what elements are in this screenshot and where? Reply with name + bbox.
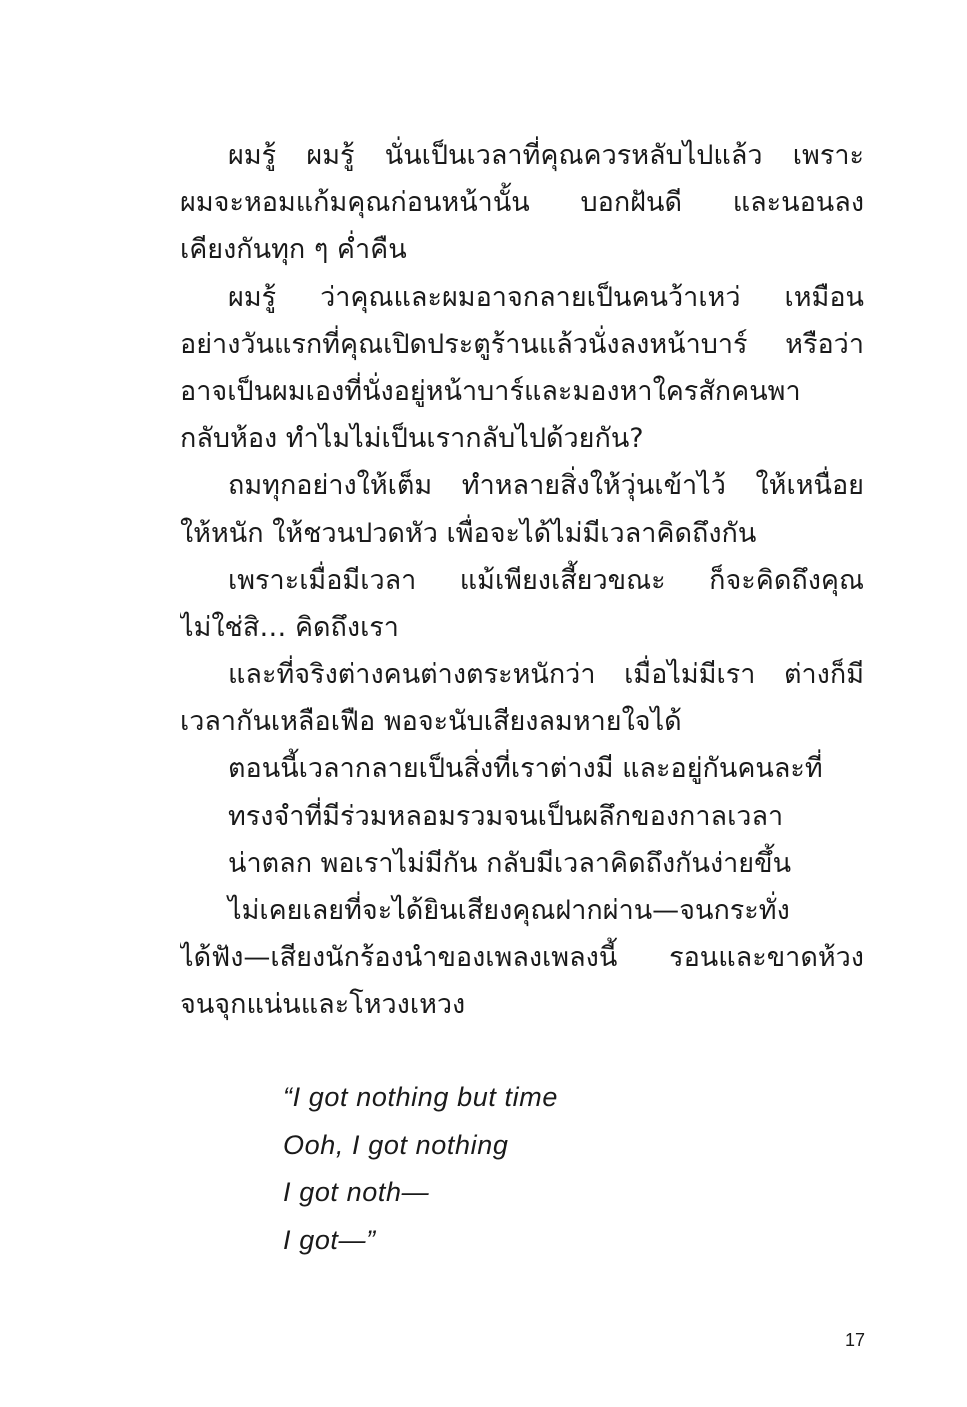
- song-lyrics: [283, 1074, 783, 1264]
- text-line: อาจเป็นผมเองที่นั่งอยู่หน้าบาร์และมองหาใครสักคนพา: [180, 375, 801, 407]
- text-line: ถมทุกอย่างให้เต็ม ทำหลายสิ่งให้วุ่นเข้าไว้ ให้เหนื่อย: [228, 470, 864, 502]
- text-line: ทรงจำที่มีร่วมหลอมรวมจนเป็นผลึกของกาลเวลา: [228, 800, 784, 832]
- text-line: ผมจะหอมแก้มคุณก่อนหน้านั้น บอกฝันดี และนอนลง: [180, 187, 864, 219]
- text-line: เคียงกันทุก ๆ ค่ำคืน: [180, 234, 407, 266]
- lyric-line: “I got nothing but time: [283, 1082, 558, 1112]
- text-line: เวลากันเหลือเฟือ พอจะนับเสียงลมหายใจได้: [180, 706, 682, 738]
- lyric-line: I got—”: [283, 1224, 376, 1255]
- text-line: ได้ฟัง—เสียงนักร้องนำของเพลงเพลงนี้ รอนและขาดห้วง: [180, 942, 864, 974]
- lyric-line: Ooh, I got nothing: [283, 1129, 509, 1160]
- text-line: ไม่ใช่สิ… คิดถึงเรา: [180, 611, 399, 643]
- lyric-line: I got noth—: [283, 1177, 430, 1208]
- text-line: ผมรู้ ผมรู้ นั่นเป็นเวลาที่คุณควรหลับไปแล้ว เพราะ: [228, 140, 864, 171]
- text-line: เพราะเมื่อมีเวลา แม้เพียงเสี้ยวขณะ ก็จะคิดถึงคุณ: [228, 564, 864, 596]
- text-line: น่าตลก พอเราไม่มีกัน กลับมีเวลาคิดถึงกันง่ายขึ้น: [228, 847, 792, 879]
- text-line: จนจุกแน่นและโหวงเหวง: [180, 989, 466, 1021]
- page-number: 17: [844, 1330, 865, 1350]
- text-line: กลับห้อง ทำไมไม่เป็นเรากลับไปด้วยกัน?: [180, 423, 644, 455]
- body-text: [180, 132, 864, 1029]
- text-line: ไม่เคยเลยที่จะได้ยินเสียงคุณฝากผ่าน—จนกระทั่ง: [228, 895, 790, 926]
- text-line: ให้หนัก ให้ชวนปวดหัว เพื่อจะได้ไม่มีเวลาคิดถึงกัน: [180, 517, 757, 549]
- text-line: ผมรู้ ว่าคุณและผมอาจกลายเป็นคนว้าเหว่ เหมือน: [228, 281, 864, 313]
- text-line: ตอนนี้เวลากลายเป็นสิ่งที่เราต่างมี และอยู่กันคนละที่: [228, 753, 823, 785]
- text-line: และที่จริงต่างคนต่างตระหนักว่า เมื่อไม่มีเรา ต่างก็มี: [228, 659, 864, 691]
- text-line: อย่างวันแรกที่คุณเปิดประตูร้านแล้วนั่งลงหน้าบาร์ หรือว่า: [180, 328, 864, 360]
